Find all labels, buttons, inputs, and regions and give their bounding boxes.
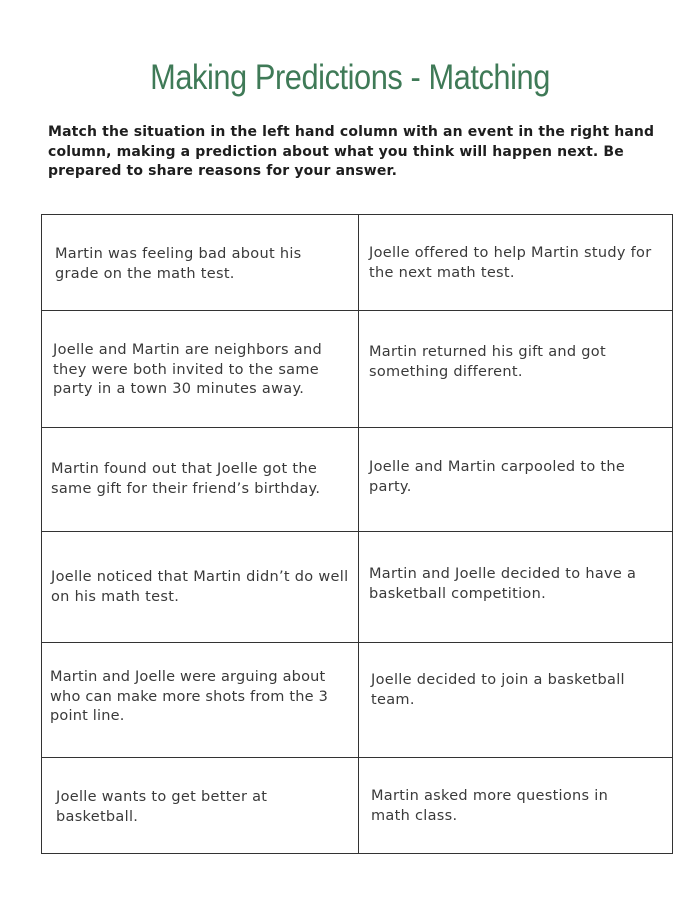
situation-text: Joelle and Martin are neighbors and they were both invited to the same party in a town 30 minutes away. [53, 342, 322, 397]
event-text: Joelle offered to help Martin study for the next math test. [369, 245, 652, 281]
instructions-text: Match the situation in the left hand column with an event in the right hand column, making a prediction about what you think will happen next. Be prepared to share reasons for your answer. [48, 124, 655, 179]
situation-text: Martin and Joelle were arguing about who can make more shots from the 3 point line. [50, 669, 329, 724]
event-cell [359, 311, 672, 427]
matching-table [41, 214, 673, 854]
situation-text: Joelle noticed that Martin didn’t do well on his math test. [51, 569, 349, 605]
event-cell [359, 643, 672, 757]
event-cell [359, 428, 672, 531]
event-text: Joelle and Martin carpooled to the party. [369, 459, 626, 495]
situation-cell [42, 428, 359, 531]
situation-cell [42, 532, 359, 642]
event-cell [359, 758, 672, 853]
table-row [42, 532, 672, 643]
event-text: Martin asked more questions in math class. [371, 788, 609, 824]
situation-cell [42, 311, 359, 427]
situation-text: Martin found out that Joelle got the same gift for their friend’s birthday. [51, 461, 321, 497]
event-text: Martin returned his gift and got something different. [369, 344, 606, 380]
event-text: Martin and Joelle decided to have a basketball competition. [369, 566, 637, 602]
page-title: Making Predictions - Matching [150, 58, 550, 97]
table-row [42, 215, 672, 311]
table-row [42, 758, 672, 853]
situation-text: Martin was feeling bad about his grade on the math test. [55, 246, 302, 282]
event-text: Joelle decided to join a basketball team. [371, 672, 625, 708]
event-cell [359, 215, 672, 310]
table-row [42, 428, 672, 532]
event-cell [359, 532, 672, 642]
situation-text: Joelle wants to get better at basketball. [56, 789, 268, 825]
situation-cell [42, 215, 359, 310]
situation-cell [42, 758, 359, 853]
table-row [42, 311, 672, 428]
situation-cell [42, 643, 359, 757]
table-row [42, 643, 672, 758]
